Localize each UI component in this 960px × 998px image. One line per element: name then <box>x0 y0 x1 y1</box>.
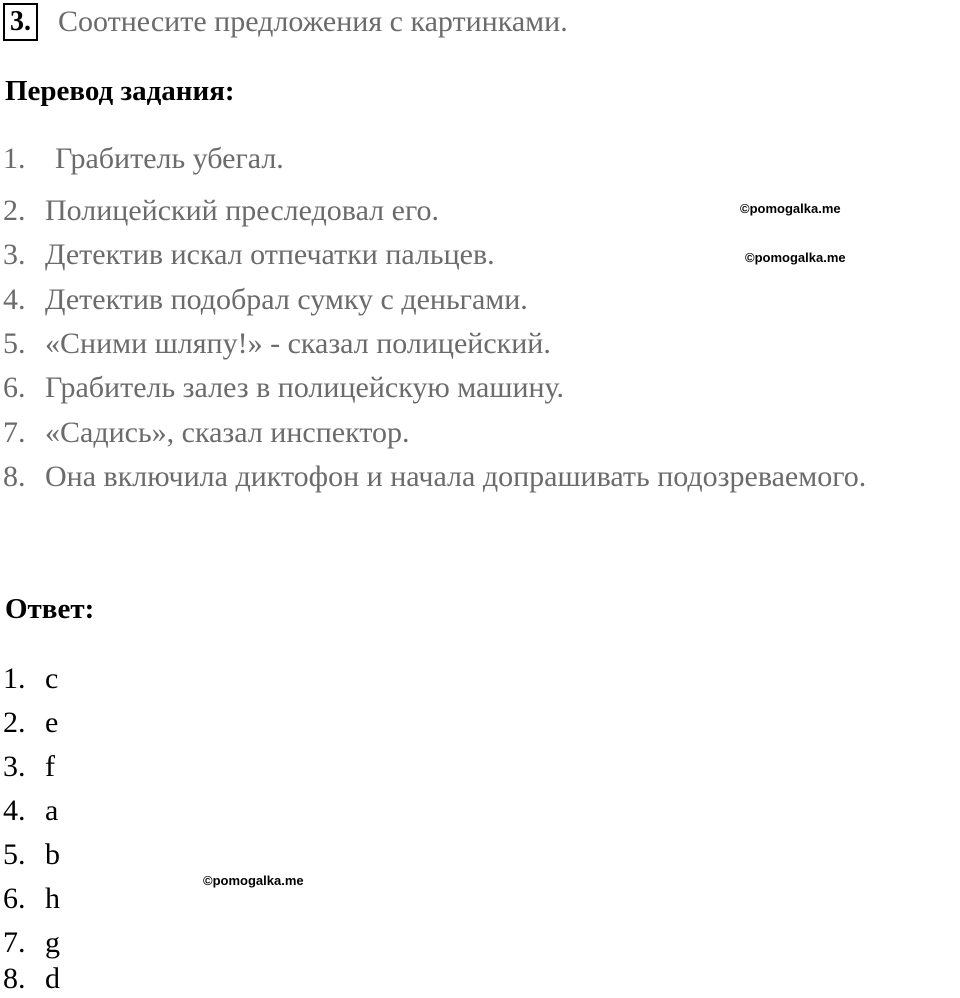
translation-item <box>3 327 551 361</box>
answer-item-letter: g <box>45 926 60 959</box>
answer-heading: Ответ: <box>5 593 95 625</box>
answer-item-number: 7. <box>3 926 26 959</box>
translation-item-text: Она включила диктофон и начала допрашивать подозреваемого. <box>45 460 867 493</box>
answer-item <box>3 882 60 916</box>
translation-item-number: 2. <box>3 194 26 227</box>
answer-item-number: 1. <box>3 662 26 695</box>
translation-item <box>3 371 564 405</box>
answer-item-letter: e <box>45 706 59 739</box>
answer-item <box>3 926 60 960</box>
answer-item <box>3 750 55 784</box>
translation-item <box>3 283 528 317</box>
translation-item-number: 8. <box>3 460 26 493</box>
translation-item-number: 3. <box>3 238 26 271</box>
translation-item-text: Детектив искал отпечатки пальцев. <box>45 238 495 271</box>
answer-item <box>3 662 58 696</box>
answer-item-letter: c <box>45 662 59 695</box>
translation-item <box>3 194 439 228</box>
answer-item-letter: d <box>45 962 60 995</box>
translation-item <box>3 238 495 272</box>
answer-item-number: 3. <box>3 750 26 783</box>
task-number: 3. <box>3 3 38 41</box>
translation-item-text: Детектив подобрал сумку с деньгами. <box>45 283 528 316</box>
task-header <box>3 2 568 42</box>
translation-item-number: 6. <box>3 371 26 404</box>
translation-item-text: Полицейский преследовал его. <box>45 194 439 227</box>
watermark: ©pomogalka.me <box>745 250 846 265</box>
translation-item-text: Грабитель убегал. <box>55 142 284 175</box>
translation-item-text: Грабитель залез в полицейскую машину. <box>45 371 565 404</box>
answer-item <box>3 706 58 740</box>
translation-item <box>3 460 866 494</box>
answer-item-letter: h <box>45 882 60 915</box>
translation-item-number: 1. <box>3 142 26 175</box>
answer-item-number: 5. <box>3 838 26 871</box>
answer-item-letter: b <box>45 838 60 871</box>
translation-item-text: «Сними шляпу!» - сказал полицейский. <box>45 327 551 360</box>
answer-item-letter: f <box>45 750 55 783</box>
task-title: Соотнесите предложения с картинками. <box>58 5 568 38</box>
answer-item <box>3 838 60 872</box>
translation-item-text: «Садись», сказал инспектор. <box>45 416 410 449</box>
answer-item <box>3 962 60 996</box>
translation-item <box>3 416 409 450</box>
answer-item-number: 2. <box>3 706 26 739</box>
answer-item-number: 4. <box>3 794 26 827</box>
answer-item-number: 6. <box>3 882 26 915</box>
watermark: ©pomogalka.me <box>203 873 304 888</box>
translation-item-number: 7. <box>3 416 26 449</box>
translation-heading: Перевод задания: <box>5 75 235 107</box>
answer-item-number: 8. <box>3 962 26 995</box>
translation-item-number: 5. <box>3 327 26 360</box>
translation-item-number: 4. <box>3 283 26 316</box>
translation-item <box>3 142 284 176</box>
answer-item-letter: a <box>45 794 59 827</box>
watermark: ©pomogalka.me <box>740 201 841 216</box>
answer-item <box>3 794 58 828</box>
